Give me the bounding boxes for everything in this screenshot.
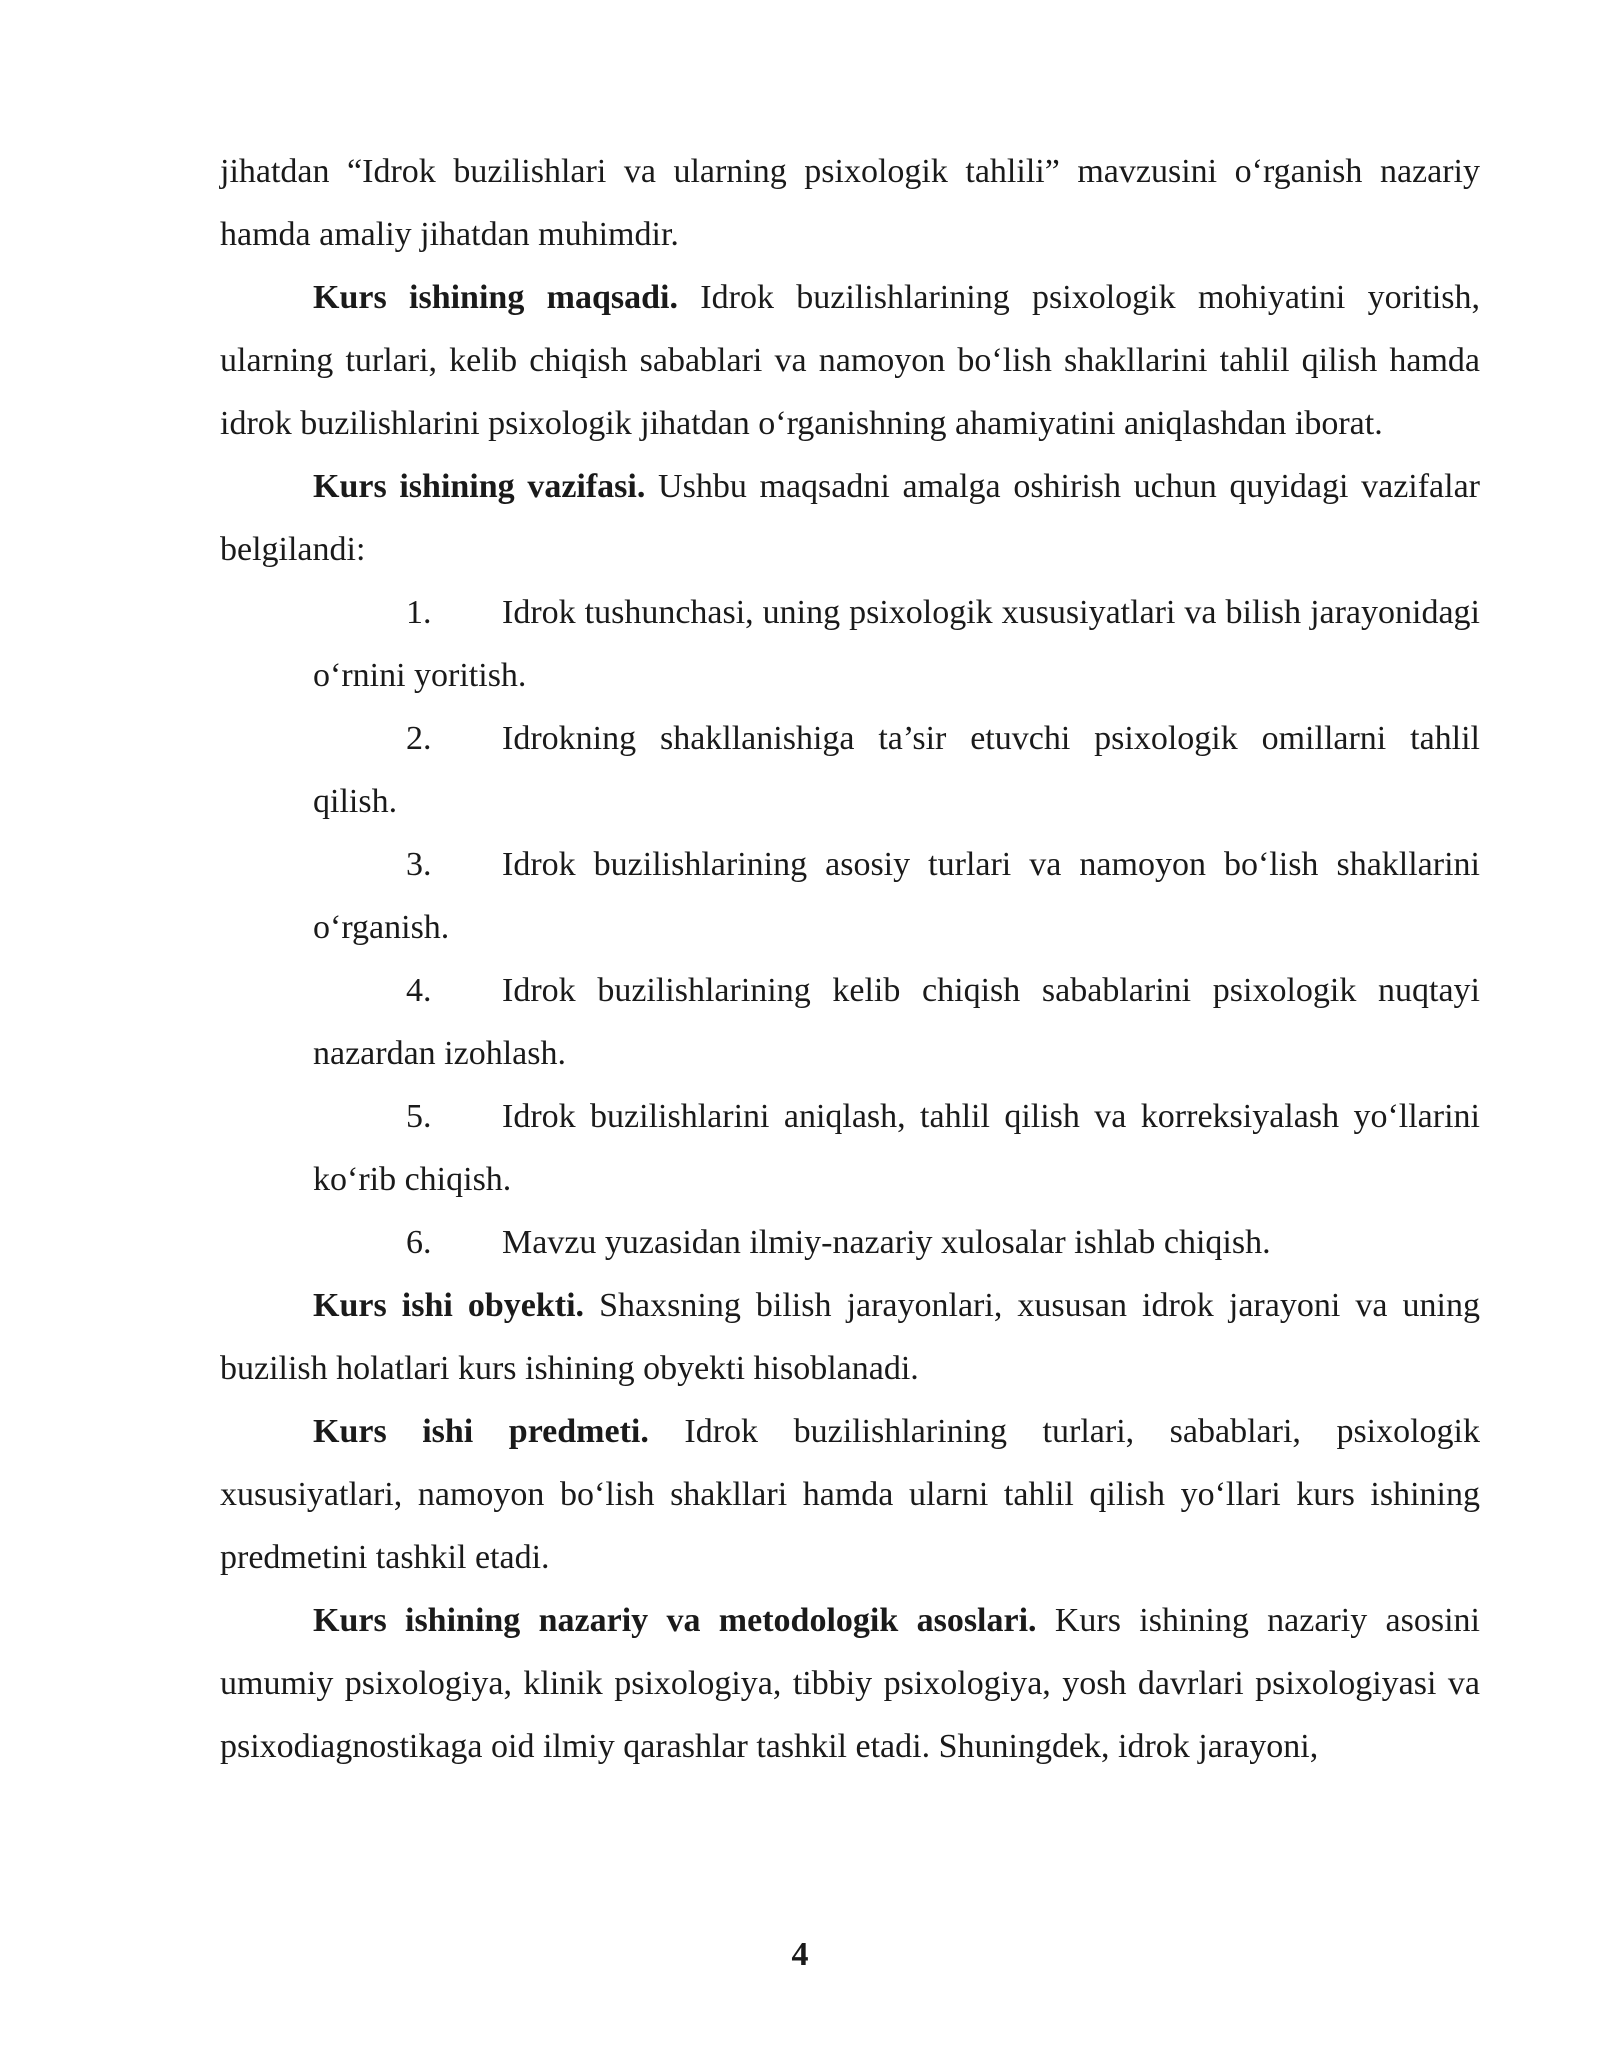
list-item-text: Idrokning shakllanishiga ta’sir etuvchi psixologik omillarni tahlil qilish. [313,720,1480,820]
foundations-paragraph [220,1589,1480,1778]
list-item-text: Idrok buzilishlarining kelib chiqish sabablarini psixologik nuqtayi nazardan izohlash. [313,972,1480,1072]
page-number: 4 [791,1936,809,1973]
list-item-text: Idrok buzilishlarini aniqlash, tahlil qilish va korreksiyalash yo‘llarini ko‘rib chiqish. [313,1098,1480,1198]
object-label: Kurs ishi obyekti. [313,1287,585,1324]
goal-text: Idrok buzilishlarining psixologik mohiyatini yoritish, ularning turlari, kelib chiqish sabablari va namoyon bo‘lish shakllarini tahlil qilish hamda idrok buzilishlarini psixologik jihatdan o‘rganishning ahamiyatini aniqlashdan iborat. [220,279,1480,442]
list-item [313,1211,1480,1274]
continuation-paragraph: jihatdan “Idrok buzilishlari va ularning psixologik tahlili” mavzusini o‘rganish nazariy hamda amaliy jihatdan muhimdir. [220,153,1480,253]
subject-label: Kurs ishi predmeti. [313,1413,649,1450]
tasks-text: Ushbu maqsadni amalga oshirish uchun quyidagi vazifalar belgilandi: [220,468,1480,568]
tasks-paragraph [220,455,1480,581]
list-item-number: 2. [406,720,432,757]
object-text: Shaxsning bilish jarayonlari, xususan idrok jarayoni va uning buzilish holatlari kurs ishining obyekti hisoblanadi. [220,1287,1480,1387]
list-item-text: Idrok buzilishlarining asosiy turlari va namoyon bo‘lish shakllarini o‘rganish. [313,846,1480,946]
foundations-text: Kurs ishining nazariy asosini umumiy psixologiya, klinik psixologiya, tibbiy psixologiya, yosh davrlari psixologiyasi va psixodiagnostikaga oid ilmiy qarashlar tashkil etadi. Shuningdek, idrok jarayoni, [220,1602,1480,1765]
goal-paragraph [220,266,1480,455]
list-item-number: 5. [406,1098,432,1135]
subject-paragraph [220,1400,1480,1589]
list-item [313,833,1480,959]
list-item-number: 1. [406,594,432,631]
tasks-label: Kurs ishining vazifasi. [313,468,646,505]
list-item-text: Mavzu yuzasidan ilmiy-nazariy xulosalar ishlab chiqish. [502,1224,1271,1261]
list-item [313,1085,1480,1211]
document-page [220,140,1480,1778]
foundations-label: Kurs ishining nazariy va metodologik asoslari. [313,1602,1037,1639]
list-item-text: Idrok tushunchasi, uning psixologik xususiyatlari va bilish jarayonidagi o‘rnini yoritish. [313,594,1480,694]
list-item-number: 3. [406,846,432,883]
list-item-number: 4. [406,972,432,1009]
list-item-number: 6. [406,1224,432,1261]
list-item [313,707,1480,833]
list-item [313,959,1480,1085]
goal-label: Kurs ishining maqsadi. [313,279,678,316]
tasks-list [220,581,1480,1274]
object-paragraph [220,1274,1480,1400]
subject-text: Idrok buzilishlarining turlari, sabablari, psixologik xususiyatlari, namoyon bo‘lish shakllari hamda ularni tahlil qilish yo‘llari kurs ishining predmetini tashkil etadi. [220,1413,1481,1576]
list-item [313,581,1480,707]
